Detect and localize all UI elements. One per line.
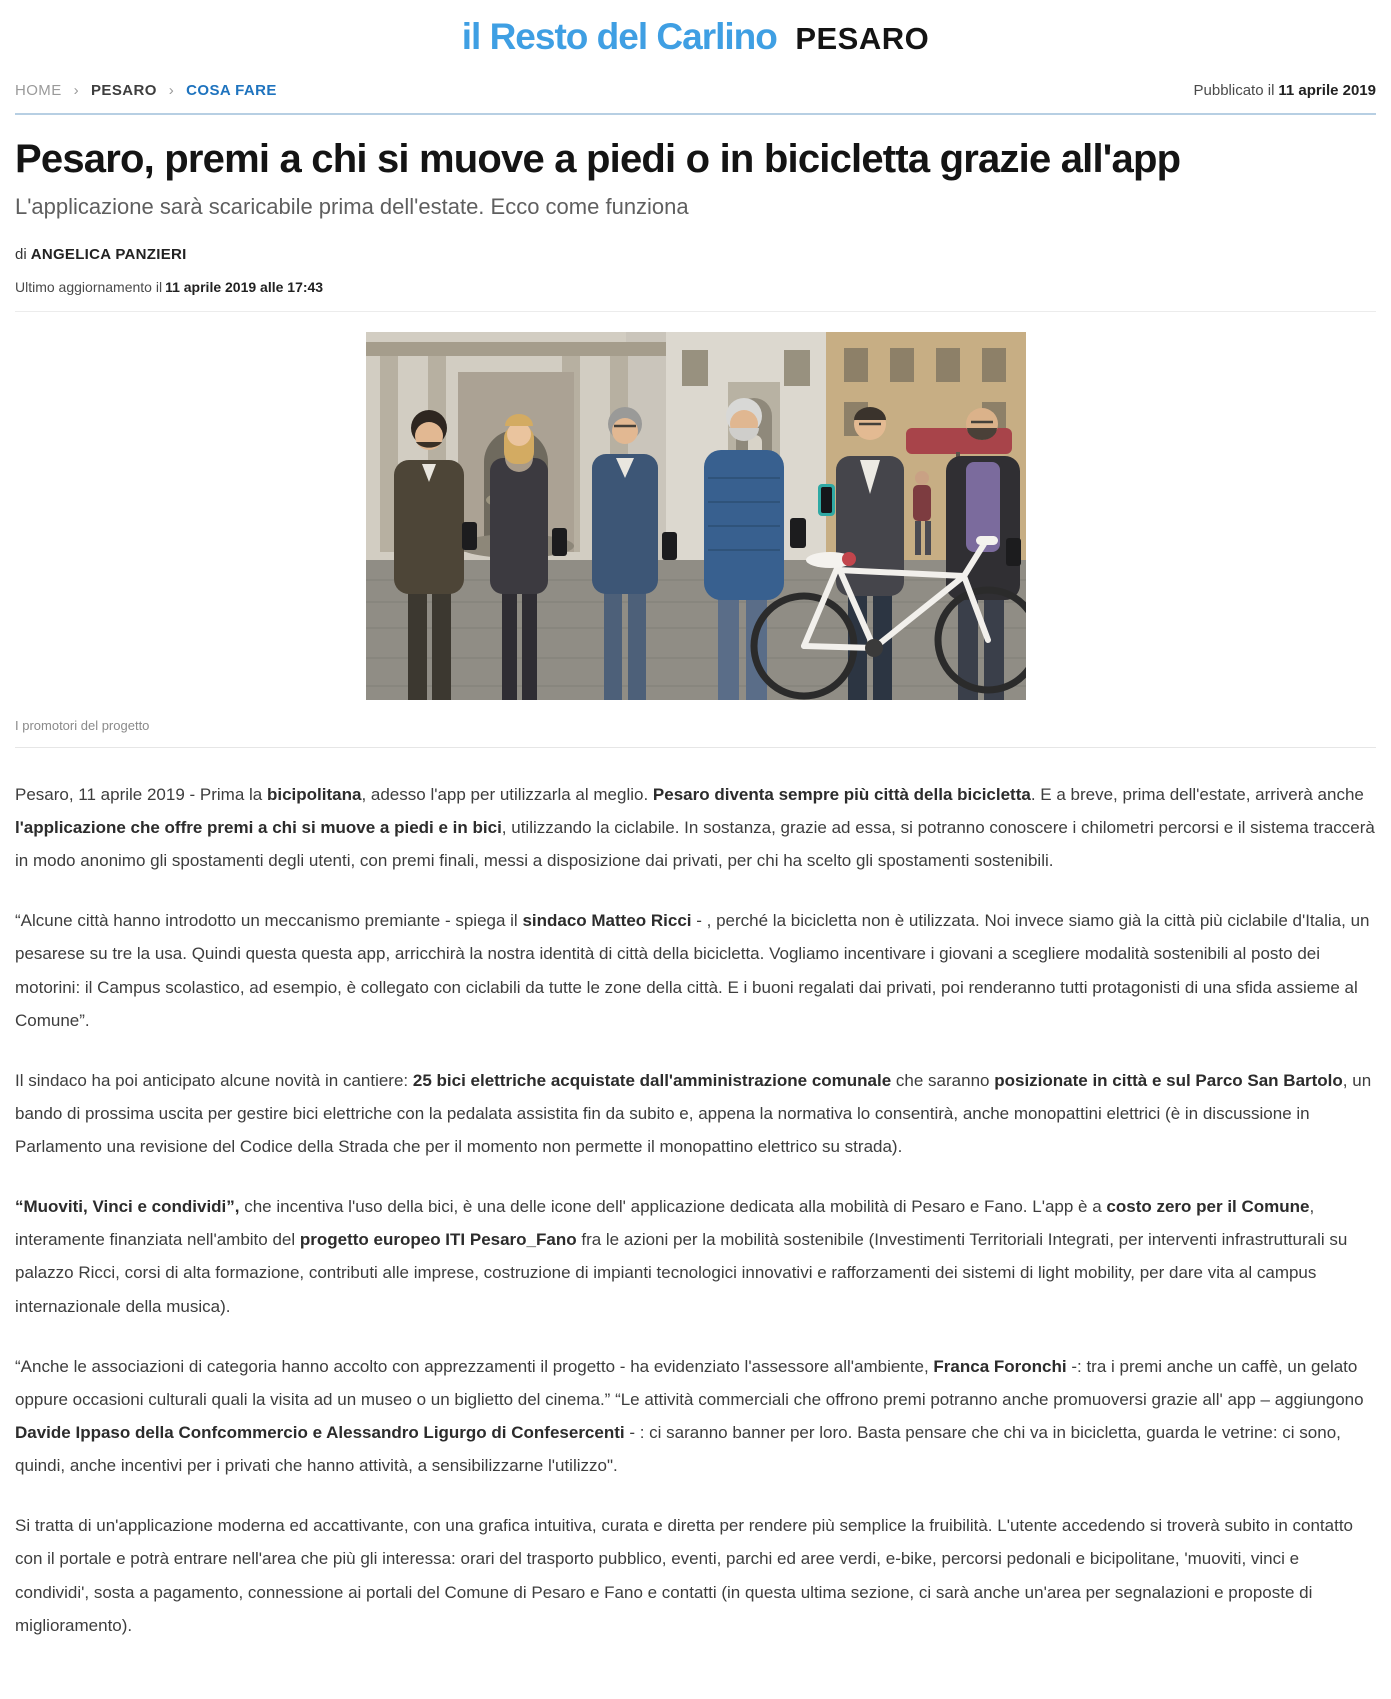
byline-author: ANGELICA PANZIERI (30, 245, 187, 263)
breadcrumb (15, 82, 277, 99)
breadcrumb-item-home[interactable]: HOME (15, 82, 62, 99)
page-title: Pesaro, premi a chi si muove a piedi o in bicicletta grazie all'app (15, 137, 1181, 181)
article-updated (15, 279, 1376, 295)
article-subtitle: L'applicazione sarà scaricabile prima dell'estate. Ecco come funziona (15, 193, 689, 219)
breadcrumb-item-cosa-fare[interactable]: COSA FARE (186, 82, 277, 99)
header-divider (15, 311, 1376, 312)
published-prefix: Pubblicato il (1193, 82, 1275, 99)
article-paragraph: Si tratta di un'applicazione moderna ed accattivante, con una grafica intuitiva, curata e diretta per rendere più semplice la fruibilità. L'utente accedendo si troverà subito in contatto con il portale e potrà entrare nell'area che più gli interessa: orari del trasporto pubblico, eventi, parchi ed aree verdi, e-bike, percorsi pedonali e bicipolitane, 'muoviti, vinci e condividi', sosta a pagamento, connessione ai portali del Comune di Pesaro e Fano e contatti (in questa ultima sezione, ci sarà anche un'area per segnalazioni e proposte di miglioramento). (15, 1516, 1353, 1635)
published-date (1194, 82, 1376, 99)
updated-date-value: 11 aprile 2019 alle 17:43 (165, 278, 324, 295)
article-paragraph: “Muoviti, Vinci e condividi”, che incentiva l'uso della bici, è una delle icone dell' applicazione dedicata alla mobilità di Pesaro e Fano. L'app è a costo zero per il Comune, interamente finanziata nell'ambito del progetto europeo ITI Pesaro_Fano fra le azioni per la mobilità sostenibile (Investimenti Territoriali Integrati, per interventi infrastrutturali su palazzo Ricci, corsi di alta formazione, contributi alle imprese, costruzione di impianti tecnologici innovativi e rafforzamenti dei sistemi di light mobility, per dare vita al campus internazionale della musica). (15, 1197, 1348, 1316)
breadcrumb-row (15, 72, 1376, 115)
logo-main-text: il Resto del Carlino (461, 16, 777, 57)
breadcrumb-item-pesaro[interactable]: PESARO (91, 82, 157, 99)
chevron-right-icon: › (73, 82, 80, 99)
newspaper-logo[interactable] (462, 16, 930, 58)
updated-prefix: Ultimo aggiornamento il (15, 278, 163, 295)
published-date-value: 11 aprile 2019 (1278, 82, 1376, 99)
article-figure (15, 332, 1376, 733)
chevron-right-icon: › (168, 82, 175, 99)
article-body (15, 778, 1376, 1699)
article-photo (366, 332, 1026, 700)
article-paragraph: “Alcune città hanno introdotto un meccanismo premiante - spiega il sindaco Matteo Ricci - , perché la bicicletta non è utilizzata. Noi invece siamo già la città più ciclabile d'Italia, un pesarese su tre la usa. Quindi questa questa app, arricchirà la nostra identità di città della bicicletta. Vogliamo incentivare i giovani a scegliere modalità sostenibili al posto dei motorini: il Campus scolastico, ad esempio, è collegato con ciclabili da tutte le zone della città. E i buoni regalati dai privati, poi renderanno tutti protagonisti di una sfida assieme al Comune”. (15, 911, 1370, 1030)
article-paragraph: Pesaro, 11 aprile 2019 - Prima la bicipolitana, adesso l'app per utilizzarla al meglio. Pesaro diventa sempre più città della bicicletta. E a breve, prima dell'estate, arriverà anche l'applicazione che offre premi a chi si muove a piedi e in bici, utilizzando la ciclabile. In sostanza, grazie ad essa, si potranno conoscere i chilometri percorsi e il sistema traccerà in modo anonimo gli spostamenti degli utenti, con premi finali, messi a disposizione dai privati, per chi ha scelto gli spostamenti sostenibili. (15, 784, 1375, 871)
article-byline (15, 246, 1376, 263)
photo-caption: I promotori del progetto (15, 717, 150, 733)
article-paragraph: “Anche le associazioni di categoria hanno accolto con apprezzamenti il progetto - ha evidenziato l'assessore all'ambiente, Franca Foronchi -: tra i premi anche un caffè, un gelato oppure occasioni culturali quali la visita ad un museo o un biglietto del cinema.” “Le attività commerciali che offrono premi potranno anche promuoversi grazie all' app – aggiungono Davide Ippaso della Confcommercio e Alessandro Ligurgo di Confesercenti - : ci saranno banner per loro. Basta pensare che chi va in bicicletta, guarda le vetrine: ci sono, quindi, anche incentivi per i privati che hanno attività, a sensibilizzarne l'utilizzo". (15, 1356, 1364, 1476)
byline-prefix: di (15, 245, 27, 263)
article-paragraph: Il sindaco ha poi anticipato alcune novità in cantiere: 25 bici elettriche acquistate dall'amministrazione comunale che saranno posizionate in città e sul Parco San Bartolo, un bando di prossima uscita per gestire bici elettriche con la pedalata assistita fin da subito e, appena la normativa lo consentirà, anche monopattini elettrici (è in discussione in Parlamento una revisione del Codice della Strada che per il momento non permette il monopattino elettrico su strada). (15, 1070, 1372, 1157)
caption-divider (15, 747, 1376, 748)
masthead (15, 0, 1376, 72)
logo-section-text: PESARO (795, 21, 930, 56)
